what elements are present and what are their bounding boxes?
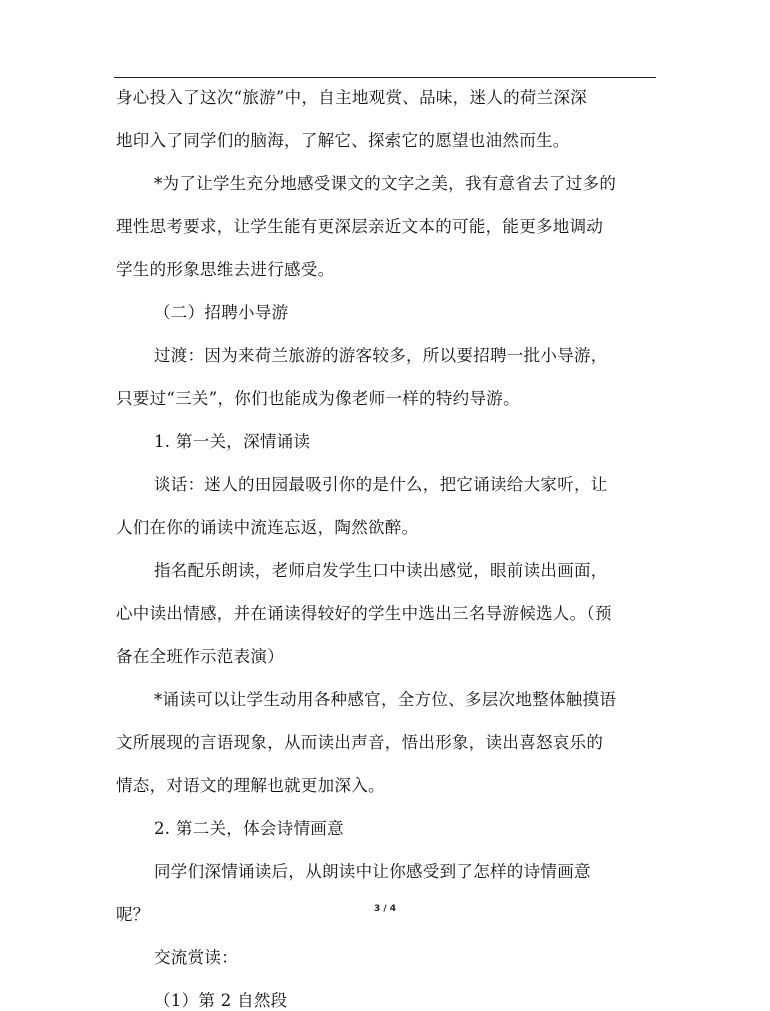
- text-line: 同学们深情诵读后，从朗读中让你感受到了怎样的诗情画意: [154, 862, 591, 881]
- text-line: 情态，对语文的理解也就更加深入。: [116, 776, 385, 795]
- text-line: 地印入了同学们的脑海，了解它、探索它的愿望也油然而生。: [116, 131, 570, 150]
- text-line: 备在全班作示范表演）: [116, 647, 284, 666]
- section-heading: （二）招聘小导游: [154, 303, 289, 322]
- text-line: 理性思考要求，让学生能有更深层亲近文本的可能，能更多地调动: [116, 217, 604, 236]
- text-line: 只要过“三关”，你们也能成为像老师一样的特约导游。: [116, 389, 520, 408]
- page-number: 3 / 4: [373, 904, 397, 914]
- text-line: 学生的形象思维去进行感受。: [116, 260, 335, 279]
- text-line: 心中读出情感，并在诵读得较好的学生中选出三名导游候选人。（预: [116, 604, 612, 623]
- text-line: 交流赏读：: [154, 948, 238, 967]
- text-line: 身心投入了这次“旅游”中，自主地观赏、品味，迷人的荷兰深深: [116, 88, 588, 107]
- text-line: 谈话：迷人的田园最吸引你的是什么，把它诵读给大家听，让: [154, 475, 608, 494]
- subsection-heading: （1）第 2 自然段: [154, 991, 288, 1010]
- step-heading: 1. 第一关，深情诵读: [154, 432, 311, 451]
- text-line: *诵读可以让学生动用各种感官，全方位、多层次地整体触摸语: [154, 690, 617, 709]
- text-line: 人们在你的诵读中流连忘返，陶然欲醉。: [116, 518, 419, 537]
- text-line: 文所展现的言语现象，从而读出声音，悟出形象，读出喜怒哀乐的: [116, 733, 604, 752]
- step-heading: 2. 第二关，体会诗情画意: [154, 819, 344, 838]
- text-line: 呢？: [116, 905, 150, 924]
- text-line: 指名配乐朗读，老师启发学生口中读出感觉，眼前读出画面，: [154, 561, 608, 580]
- text-line: *为了让学生充分地感受课文的文字之美，我有意省去了过多的: [154, 174, 617, 193]
- text-line: 过渡：因为来荷兰旅游的游客较多，所以要招聘一批小导游，: [154, 346, 608, 365]
- header-rule: [114, 77, 656, 78]
